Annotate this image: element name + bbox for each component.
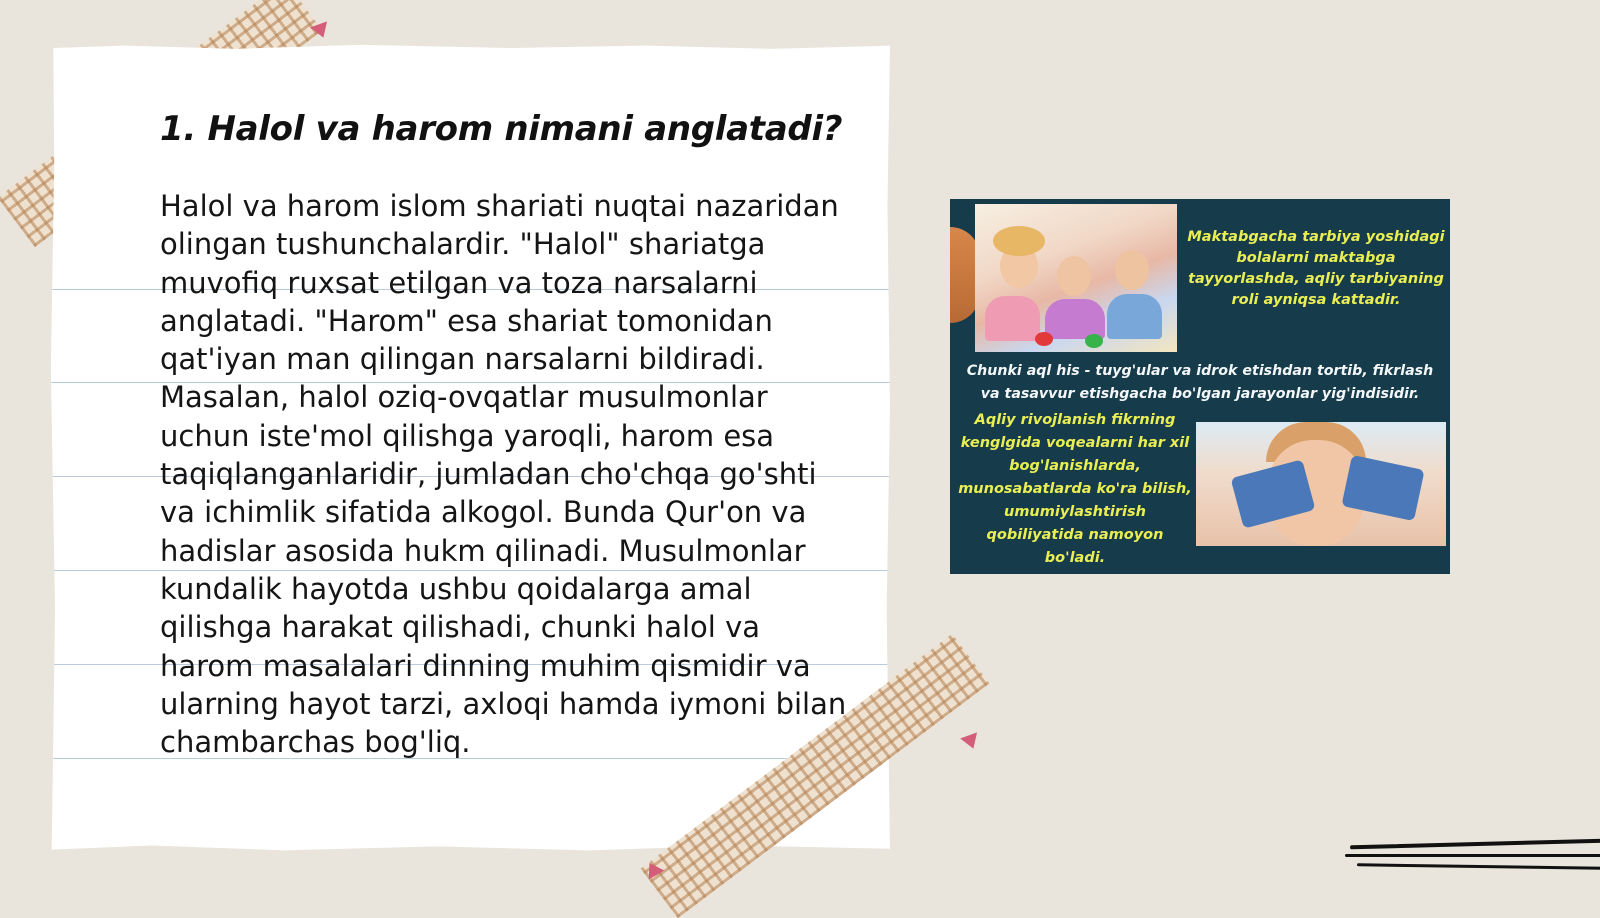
decorative-brush-strokes [1345, 838, 1600, 888]
children-playing-photo [975, 204, 1177, 352]
brush-stroke [1357, 863, 1600, 869]
slide-heading: 1. Halol va harom nimani anglatadi? [160, 109, 843, 149]
brush-stroke [1345, 854, 1600, 857]
child-face [1115, 250, 1149, 290]
tape-pin-icon [960, 732, 982, 751]
slide-body-text: Halol va harom islom shariati nuqtai nazaridan olingan tushunchalardir. "Halol" shariatga muvofiq ruxsat etilgan va toza narsalarni anglatadi. "Harom" esa shariat tomonidan qat'iyan man qilingan narsalarni bildiradi. Masalan, halol oziq-ovqatlar musulmonlar uchun iste'mol qilishga yaroqli, harom esa taqiqlanganlaridir, jumladan cho'chqa go'shti va ichimlik sifatida alkogol. Bunda Qur'on va hadislar asosida hukm qilinadi. Musulmonlar kundalik hayotda ushbu qoidalarga amal qilishga harakat qilishadi, chunki halol va harom masalalari dinning muhim qismidir va ularning hayot tarzi, axloqi hamda iymoni bilan chambarchas bog'liq. [160, 189, 847, 760]
child-dress [1045, 299, 1105, 339]
image-caption-bottom: Aqliy rivojlanish fikrning kenglgida voqealarni har xil bog'lanishlarda, munosabatlarda ko'ra bilish, umumiylashtirish qobiliyatida namoyon bo'ladi. [958, 412, 1192, 566]
illustration-image [950, 199, 1450, 574]
toy-cup [1035, 332, 1053, 346]
boy-with-puzzle-photo [1196, 422, 1446, 546]
brush-stroke [1350, 839, 1600, 850]
child-dress [985, 296, 1040, 341]
child-shirt [1107, 294, 1162, 339]
toy-cup [1085, 334, 1103, 348]
child-hair [993, 226, 1045, 256]
image-caption-top: Maktabgacha tarbiya yoshidagi bolalarni maktabga tayyorlashda, aqliy tarbiyaning roli ayniqsa kattadir. [1187, 229, 1445, 308]
image-caption-middle: Chunki aql his - tuyg'ular va idrok etishdan tortib, fikrlash va tasavvur etishgacha bo'lgan jarayonlar yig'indisidir. [966, 363, 1434, 402]
child-face [1057, 256, 1091, 296]
